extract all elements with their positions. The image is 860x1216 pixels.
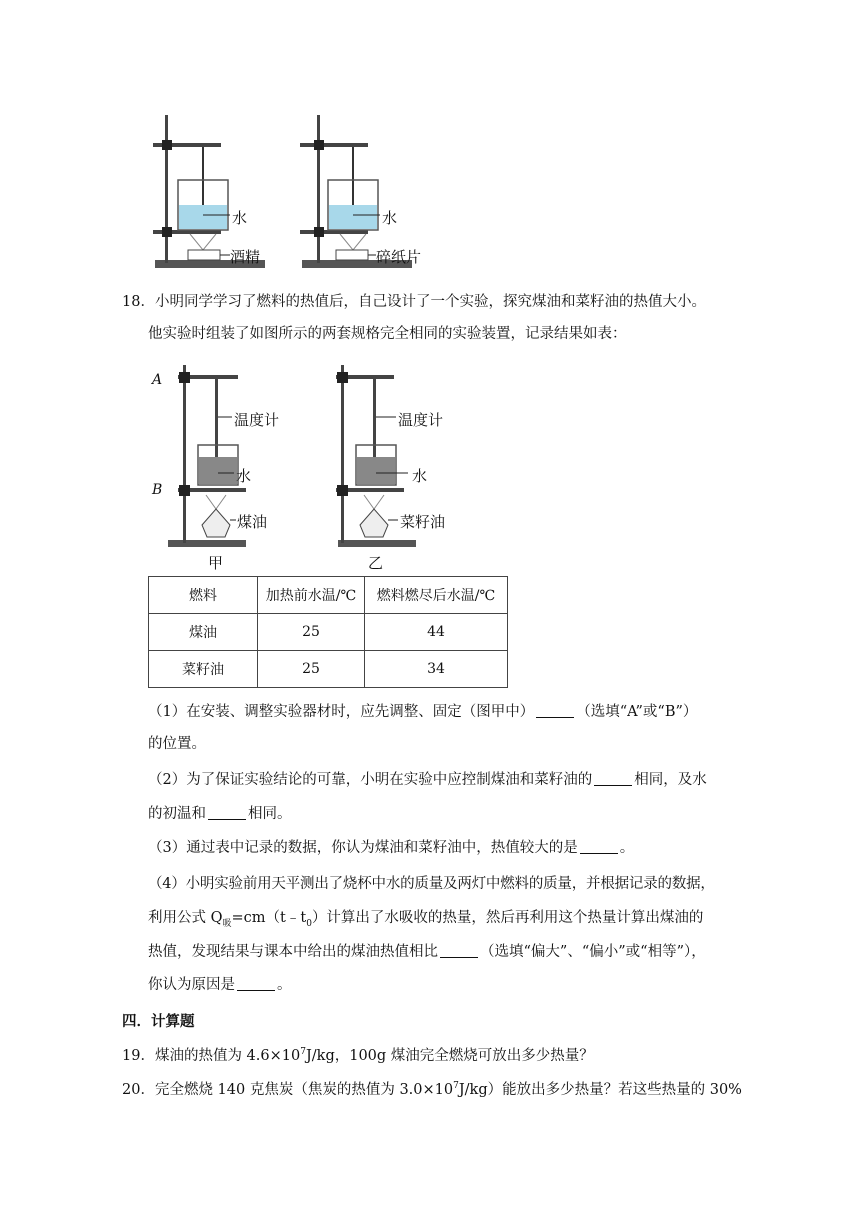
answer-blank[interactable]	[440, 943, 478, 958]
jia-thermometer-label: 温度计	[234, 411, 280, 429]
q18-part1-line1: （1）在安装、调整实验器材时，应先调整、固定（图甲中） （选填“A”或“B”）	[148, 704, 698, 720]
yi-thermometer-label: 温度计	[398, 411, 444, 429]
q18-part2-line1: （2）为了保证实验结论的可靠，小明在实验中应控制煤油和菜籽油的 相同，及水	[148, 772, 707, 788]
jia-water-label: 水	[236, 467, 252, 485]
table-cell: 34	[365, 651, 508, 688]
jia-caption: 甲	[208, 554, 224, 572]
section-title: 四．计算题	[122, 1013, 195, 1030]
answer-blank[interactable]	[580, 839, 618, 854]
table-header-cell: 燃料燃尽后水温/℃	[365, 577, 508, 614]
table-cell: 25	[258, 651, 365, 688]
table-row	[149, 614, 508, 651]
q18-part4-line1: （4）小明实验前用天平测出了烧杯中水的质量及两灯中燃料的质量，并根据记录的数据，	[148, 876, 715, 892]
table-row	[149, 651, 508, 688]
stand-jia	[168, 365, 246, 547]
answer-blank[interactable]	[594, 771, 632, 786]
top-right-water-label: 水	[382, 209, 398, 227]
q18-part4-line3: 热值，发现结果与课本中给出的煤油热值相比 （选填“偏大”、“偏小”或“相等”），	[148, 944, 706, 960]
top-left-water-label: 水	[232, 209, 248, 227]
label-B: B	[152, 482, 163, 498]
q18-part3: （3）通过表中记录的数据，你认为煤油和菜籽油中，热值较大的是 。	[148, 840, 635, 856]
table-header-cell: 燃料	[149, 577, 258, 614]
q18-part1-line2: 的位置。	[148, 736, 206, 752]
yi-fuel-label: 菜籽油	[400, 513, 446, 531]
answer-blank[interactable]	[208, 805, 246, 820]
q18-number: 18．	[122, 294, 155, 310]
answer-blank[interactable]	[536, 703, 574, 718]
table-cell: 44	[365, 614, 508, 651]
yi-caption: 乙	[368, 554, 384, 572]
table-header-row	[149, 577, 508, 614]
q19: 19．煤油的热值为 $4.6\times 10^7J/kg$，100g 煤油完全燃烧可放出多少热量？	[122, 1047, 594, 1064]
table-header-cell: 加热前水温/℃	[258, 577, 365, 614]
q18-part4-line2: 利用公式 $Q_吸=cm(t﹣t_0)$计算出了水吸收的热量，然后再利用这个热量计算出煤油的	[148, 910, 704, 929]
q20: 20．完全燃烧 140 克焦炭（焦炭的热值为 $3.0\times 10^7J/kg$）能放出多少热量？若这些热量的 30%	[122, 1081, 742, 1098]
answer-blank[interactable]	[237, 976, 275, 991]
q18-line1: 18．小明同学学习了燃料的热值后，自己设计了一个实验，探究煤油和菜籽油的热值大小。	[122, 294, 706, 310]
top-left-fuel-label: 酒精	[230, 248, 261, 266]
table-cell: 25	[258, 614, 365, 651]
yi-water-label: 水	[412, 467, 428, 485]
q18-part2-line2: 的初温和 相同。	[148, 806, 292, 822]
fuel-data-table	[148, 576, 508, 688]
q18-part4-line4: 你认为原因是 。	[148, 977, 292, 993]
top-right-fuel-label: 碎纸片	[376, 248, 422, 266]
q18-line2: 他实验时组装了如图所示的两套规格完全相同的实验装置，记录结果如表：	[148, 326, 627, 342]
label-A: A	[152, 372, 163, 388]
table-cell: 菜籽油	[149, 651, 258, 688]
jia-fuel-label: 煤油	[237, 513, 268, 531]
table-cell: 煤油	[149, 614, 258, 651]
